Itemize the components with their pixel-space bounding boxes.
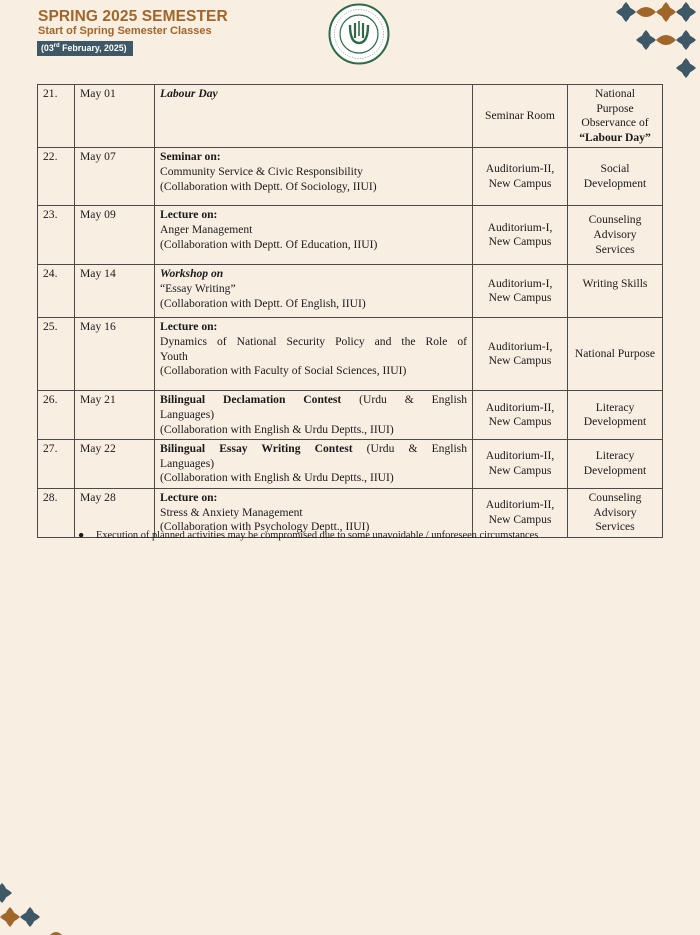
outcome-line: Purpose — [596, 101, 634, 115]
semester-date-badge — [37, 41, 133, 56]
row-activity — [155, 391, 473, 440]
activity-heading: Bilingual Declamation Contest — [160, 393, 342, 407]
row-activity — [155, 148, 473, 206]
activity-line: “Essay Writing” — [160, 281, 236, 295]
activity-schedule-table — [37, 84, 663, 538]
activity-heading-tail: (Urdu & English — [352, 442, 467, 456]
activity-line: Community Service & Civic Responsibility — [160, 164, 363, 178]
table-row — [38, 85, 663, 148]
row-date: May 28 — [75, 488, 155, 537]
row-venue: Auditorium-II, New Campus — [473, 148, 568, 206]
row-number: 23. — [38, 206, 75, 265]
activity-line: Dynamics of National Security Policy and the Role of — [160, 334, 467, 348]
corner-pattern-bottom-icon — [0, 875, 70, 935]
corner-pattern-icon — [614, 0, 700, 84]
activity-heading: Seminar on: — [160, 150, 221, 164]
row-outcome — [568, 85, 663, 148]
row-activity — [155, 85, 473, 148]
row-outcome: Writing Skills — [568, 265, 663, 318]
row-number: 28. — [38, 488, 75, 537]
activity-heading-line — [160, 393, 467, 408]
activity-line: (Collaboration with Psychology Deptt., IIUI) — [160, 520, 370, 534]
row-outcome: Literacy Development — [568, 391, 663, 440]
bullet-icon: ● — [78, 530, 85, 541]
activity-heading: Bilingual Essay Writing Contest — [160, 442, 353, 456]
outcome-line: “Labour Day” — [579, 130, 651, 144]
row-number: 25. — [38, 318, 75, 391]
row-outcome: Literacy Development — [568, 440, 663, 489]
activity-line: Youth — [160, 349, 188, 363]
row-outcome: Counseling Advisory Services — [568, 488, 663, 537]
row-venue: Auditorium-II, New Campus — [473, 391, 568, 440]
table-row — [38, 440, 663, 489]
date-prefix: (03 — [41, 43, 54, 53]
date-superscript: rd — [53, 43, 60, 49]
activity-line: Anger Management — [160, 222, 253, 236]
row-number: 21. — [38, 85, 75, 148]
table-row — [38, 265, 663, 318]
date-suffix: February, 2025) — [59, 43, 127, 53]
activity-heading: Lecture on: — [160, 320, 218, 334]
row-number: 22. — [38, 148, 75, 206]
row-activity — [155, 265, 473, 318]
activity-heading: Lecture on: — [160, 208, 218, 222]
row-number: 24. — [38, 265, 75, 318]
disclaimer-note — [78, 530, 538, 541]
page-subtitle: Start of Spring Semester Classes — [38, 25, 212, 37]
activity-line: (Collaboration with English & Urdu Deptts., IIUI) — [160, 471, 394, 485]
activity-line: (Collaboration with Deptt. Of Sociology, IIUI) — [160, 179, 377, 193]
table-row — [38, 391, 663, 440]
row-date: May 22 — [75, 440, 155, 489]
activity-line: (Collaboration with English & Urdu Deptts., IIUI) — [160, 422, 394, 436]
row-venue: Auditorium-II, New Campus — [473, 488, 568, 537]
page-title: SPRING 2025 SEMESTER — [38, 8, 228, 25]
row-outcome: Counseling Advisory Services — [568, 206, 663, 265]
row-venue: Seminar Room — [473, 85, 568, 148]
row-venue: Auditorium-I, New Campus — [473, 206, 568, 265]
row-venue: Auditorium-I, New Campus — [473, 265, 568, 318]
table-row — [38, 148, 663, 206]
row-date: May 01 — [75, 85, 155, 148]
row-outcome: National Purpose — [568, 318, 663, 391]
row-date: May 14 — [75, 265, 155, 318]
table-row — [38, 206, 663, 265]
row-venue: Auditorium-I, New Campus — [473, 318, 568, 391]
row-activity — [155, 206, 473, 265]
activity-line: (Collaboration with Deptt. Of Education, IIUI) — [160, 237, 378, 251]
disclaimer-text: Execution of planned activities may be compromised due to some unavoidable / unforeseen circumstances — [96, 530, 539, 541]
activity-line: (Collaboration with Deptt. Of English, IIUI) — [160, 296, 366, 310]
university-seal-icon — [328, 3, 390, 65]
row-date: May 07 — [75, 148, 155, 206]
row-number: 27. — [38, 440, 75, 489]
activity-heading: Lecture on: — [160, 490, 218, 504]
activity-line: Languages) — [160, 456, 215, 470]
table-row — [38, 318, 663, 391]
row-date: May 21 — [75, 391, 155, 440]
activity-line: Languages) — [160, 407, 215, 421]
row-date: May 16 — [75, 318, 155, 391]
activity-heading-tail: (Urdu & English — [341, 393, 468, 407]
activity-heading-line — [160, 442, 467, 457]
activity-heading: Labour Day — [160, 87, 218, 100]
row-venue: Auditorium-II, New Campus — [473, 440, 568, 489]
row-outcome: Social Development — [568, 148, 663, 206]
activity-heading: Workshop on — [160, 267, 224, 281]
row-date: May 09 — [75, 206, 155, 265]
outcome-line: Observance of — [581, 116, 649, 130]
row-activity — [155, 318, 473, 391]
outcome-line: National — [595, 87, 635, 100]
row-number: 26. — [38, 391, 75, 440]
activity-line: (Collaboration with Faculty of Social Sciences, IIUI) — [160, 364, 407, 378]
row-activity — [155, 440, 473, 489]
activity-line: Stress & Anxiety Management — [160, 505, 303, 519]
